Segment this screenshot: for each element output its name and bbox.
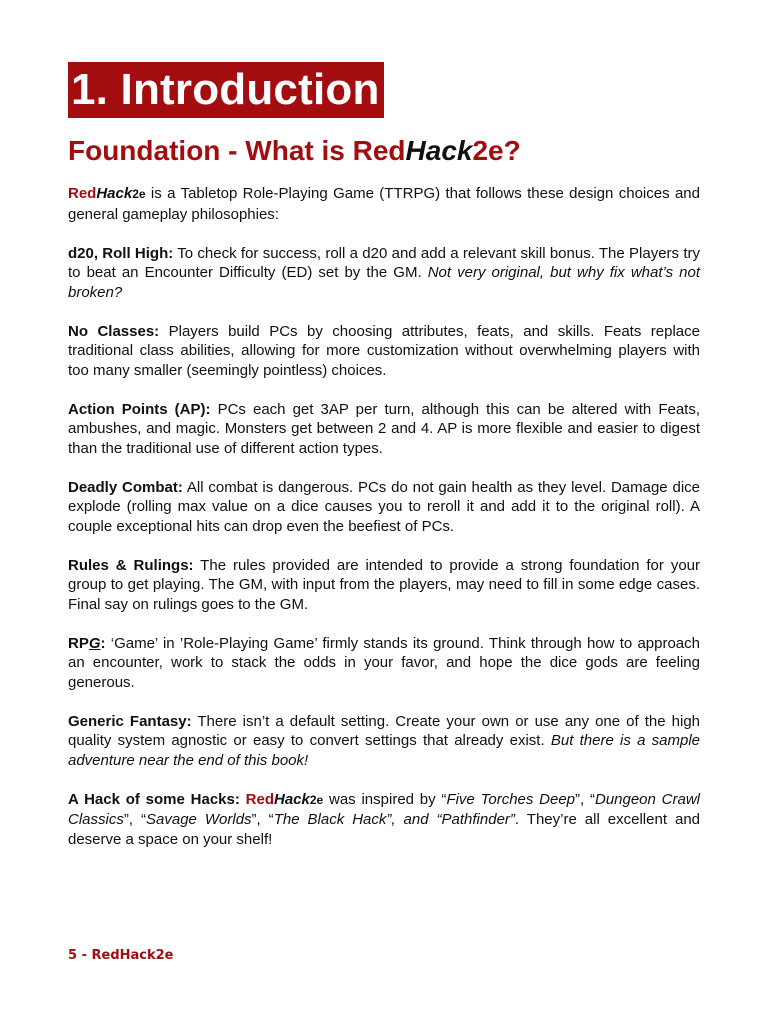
brand-hack: Hack (96, 185, 133, 202)
paragraph-no-classes (68, 322, 700, 381)
paragraph-heading: Deadly Combat: (68, 478, 183, 496)
heading-g: G (88, 634, 101, 652)
brand-edition: 2e (309, 792, 324, 807)
paragraph-heading: Rules & Rulings: (68, 556, 194, 574)
paragraph-text: ‘Game’ in ’Role-Playing Game’ firmly stands its ground. Think through how to approach an encounter, work to stack the odds in your favor, and hope the dice gods are feeling generous. (68, 634, 700, 691)
section-title-hack: Hack (405, 135, 473, 166)
paragraph-heading: A Hack of some Hacks: (68, 790, 240, 808)
reference-title: Dungeon Crawl Classics (68, 790, 700, 828)
paragraph-text: To check for success, roll a d20 and add a relevant skill bonus. The Players try to beat an Encounter Difficulty (ED) set by the GM. (68, 244, 701, 281)
heading-rp: RP (68, 634, 89, 652)
reference-title: Five Torches Deep (446, 790, 576, 808)
paragraph-text: There isn’t a default setting. Create your own or use any one of the high quality system agnostic or easy to convert settings that already exist. (68, 712, 700, 749)
paragraph-generic-fantasy (68, 712, 700, 771)
paragraph-text: was inspired by “ (323, 790, 447, 808)
paragraph-text: Players build PCs by choosing attributes, feats, and skills. Feats replace traditional class abilities, allowing for more customization without overwhelming players with too many smaller (seemingly pointless) choices. (68, 322, 700, 379)
heading-colon: : (100, 634, 106, 652)
paragraph-d20 (68, 244, 700, 303)
paragraph-heading: d20, Roll High: (68, 244, 174, 262)
separator: ”, “ (123, 811, 146, 828)
paragraph-intro (68, 184, 700, 224)
paragraph-heading: No Classes: (68, 322, 160, 340)
paragraph-italic: But there is a sample adventure near the end of this book! (68, 732, 700, 769)
section-title (68, 133, 700, 169)
reference-title: The Black Hack”, and “Pathfinder” (273, 811, 515, 828)
paragraph-heading: Action Points (AP): (68, 400, 211, 418)
brand-red: Red (245, 790, 274, 808)
section-title-suffix: 2e? (472, 135, 521, 166)
separator: ”, “ (251, 811, 274, 828)
section-title-prefix: Foundation - What is Red (68, 135, 406, 166)
paragraph-text: All combat is dangerous. PCs do not gain health as they level. Damage dice explode (rolling max value on a dice causes you to reroll it and add it to the original roll). A couple exceptional hits can drop even the beefiest of PCs. (68, 478, 701, 535)
paragraph-text: PCs each get 3AP per turn, although this can be altered with Feats, ambushes, and magic. Monsters get between 2 and 4. AP is more flexible and easier to digest than the traditional use of different action types. (68, 400, 701, 457)
paragraph-action-points (68, 400, 700, 459)
brand-edition: 2e (132, 187, 146, 201)
paragraph-heading: Generic Fantasy: (68, 712, 192, 730)
paragraph-heading (68, 635, 106, 652)
brand-red: Red (68, 185, 97, 202)
paragraph-text: is a Tabletop Role-Playing Game (TTRPG) that follows these design choices and general gameplay philosophies: (68, 185, 700, 223)
paragraph-text: The rules provided are intended to provide a strong foundation for your group to get playing. The GM, with input from the players, may need to fill in some edge cases. Final say on rulings goes to the GM. (68, 556, 700, 613)
paragraph-text: . They’re all excellent and deserve a space on your shelf! (68, 811, 701, 848)
paragraph-italic: Not very original, but why fix what’s not broken? (68, 264, 700, 301)
chapter-title: 1. Introduction (68, 62, 384, 118)
brand-hack: Hack (274, 790, 310, 808)
paragraph-rules (68, 556, 700, 615)
paragraph-deadly-combat (68, 478, 700, 537)
paragraph-rpg (68, 634, 700, 693)
body-text (68, 184, 700, 869)
page-footer: 5 - RedHack2e (68, 948, 174, 963)
paragraph-hack-of-hacks (68, 790, 700, 850)
separator: ”, “ (575, 790, 595, 808)
reference-title: Savage Worlds (146, 811, 252, 828)
